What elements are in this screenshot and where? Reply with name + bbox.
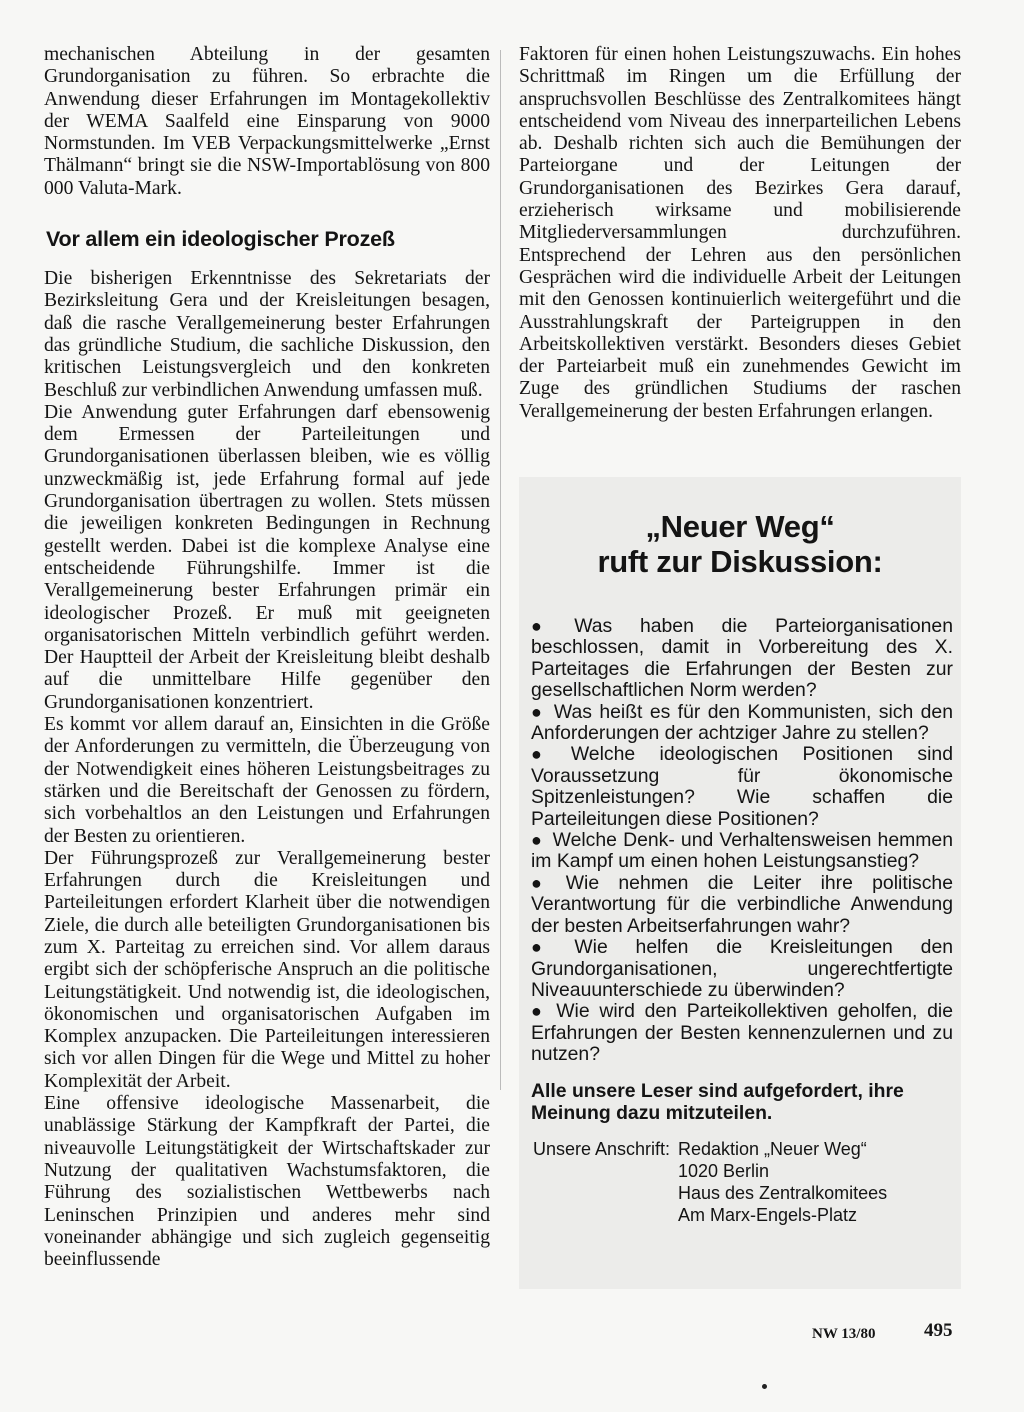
body-paragraph: Eine offensive ideologische Massenarbeit, die unablässige Stärkung der Kampfkraft der Partei, die niveauvolle Leitungstätigkeit der Wirtschaftskader zur Nutzung der qualitativen Wachstumsfaktoren, die Führung des sozialistischen Wettbewerbs nach Leninschen Prinzipien und anderes mehr sind voneinander abhängige und sich zugleich gegenseitig beeinflussende	[44, 1093, 490, 1271]
question-item	[531, 744, 953, 830]
body-paragraph: Der Führungsprozeß zur Verallgemeinerung bester Erfahrungen durch die Kreisleitungen und Parteileitungen erfordert Klarheit über die notwendigen Ziele, die durch alle beteiligten Grundorganisationen bis zum X. Parteitag zu erreichen sind. Vor allem daraus ergibt sich der schöpferische Anspruch an die politische Leitungstätigkeit. Und notwendig ist, die ideologischen, ökonomischen und organisatorischen Aufgaben im Komplex anzupacken. Die Parteileitungen interessieren sich vor allen Dingen für die Wege und Mittel zu hoher Komplexität der Arbeit.	[44, 847, 490, 1092]
bullet-icon: ●	[531, 616, 565, 636]
discussion-heading	[519, 509, 961, 579]
left-column	[44, 44, 490, 1271]
address-label: Unsere Anschrift:	[533, 1138, 671, 1159]
body-paragraph: Die Anwendung guter Erfahrungen darf ebensowenig dem Ermessen der Parteileitungen und Grundorganisationen überlassen bleiben, wie es völlig unzweckmäßig ist, jede Erfahrung formal auf jede Grundorganisation übertragen zu wollen. Stets müssen die jeweiligen konkreten Bedingungen in Rechnung gestellt werden. Dabei ist die komplexe Analyse eine entscheidende Führungshilfe. Immer ist die Verallgemeinerung bester Erfahrungen primär ein ideologischer Prozeß. Er muß mit geeigneten organisatorischen Mitteln verbindlich geführt werden. Der Hauptteil der Arbeit der Kreisleitung bleibt deshalb auf die unmittelbare Hilfe gegenüber den Grundorganisationen konzentriert.	[44, 401, 490, 713]
print-dot	[762, 1384, 767, 1389]
section-heading: Vor allem ein ideologischer Prozeß	[46, 227, 395, 252]
question-text: Wie wird den Parteikollektiven geholfen, die Erfahrungen der Besten kennenzulernen und zu nutzen?	[531, 1000, 953, 1066]
bullet-icon: ●	[531, 830, 543, 851]
question-item	[531, 830, 953, 873]
question-item	[531, 702, 953, 745]
question-text: Wie nehmen die Leiter ihre politische Verantwortung für die verbindliche Anwendung der besten Arbeitserfahrungen wahr?	[531, 871, 953, 937]
intro-paragraph: mechanischen Abteilung in der gesamten Grundorganisation zu führen. So erbrachte die Anwendung dieser Erfahrungen im Montagekollektiv der WEMA Saalfeld eine Einsparung von 9000 Normstunden. Im VEB Verpackungsmittelwerke „Ernst Thälmann“ bringt sie die NSW-Importablösung von 800 000 Valuta-Mark.	[44, 44, 490, 199]
bullet-icon: ●	[531, 1001, 547, 1022]
issue-code: NW 13/80	[812, 1326, 876, 1342]
bullet-icon: ●	[531, 872, 556, 893]
address-line: 1020 Berlin	[678, 1160, 770, 1181]
body-paragraph: Es kommt vor allem darauf an, Einsichten in die Größe der Anforderungen zu vermitteln, die Überzeugung von der Notwendigkeit eines höheren Leistungsbeitrages zu stärken und die Bereitschaft der Genossen zu fördern, sich vorbehaltlos an den Leistungen und Erfahrungen der Besten zu orientieren.	[44, 714, 490, 847]
discussion-heading-line2: ruft zur Diskussion:	[597, 544, 883, 579]
discussion-heading-line1: „Neuer Weg“	[645, 509, 835, 544]
question-text: Welche Denk- und Verhaltensweisen hemmen im Kampf um einen hohen Leistungsanstieg?	[531, 829, 953, 873]
bullet-icon: ●	[531, 937, 565, 958]
reader-callout: Alle unsere Leser sind aufgefordert, ihre Meinung dazu mitzuteilen.	[531, 1079, 904, 1124]
address-block	[533, 1138, 961, 1226]
page-number: 495	[924, 1320, 953, 1341]
question-item	[531, 873, 953, 937]
column-divider	[500, 50, 501, 1090]
question-item	[531, 1001, 953, 1065]
address-line: Haus des Zentralkomitees	[678, 1182, 888, 1203]
question-item	[531, 937, 953, 1001]
question-text: Was heißt es für den Kommunisten, sich den Anforderungen der achtziger Jahre zu stellen?	[531, 700, 953, 745]
question-text: Welche ideologischen Positionen sind Voraussetzung für ökonomische Spitzenleistungen? Wie schaffen die Parteileitungen diese Positionen?	[531, 743, 953, 830]
bullet-icon: ●	[531, 744, 561, 765]
discussion-box	[519, 477, 961, 1289]
address-line: Am Marx-Engels-Platz	[678, 1204, 858, 1225]
question-item	[531, 616, 953, 702]
continuation-paragraph: Faktoren für einen hohen Leistungszuwachs. Ein hohes Schrittmaß im Ringen um die Erfüllung der anspruchsvollen Beschlüsse des Zentralkomitees hängt entscheidend vom Niveau des innerparteilichen Lebens ab. Deshalb richten sich auch die Bemühungen der Parteiorgane und der Leitungen der Grundorganisationen des Bezirkes Gera darauf, erzieherisch wirksame und mobilisierende Mitgliederversammlungen durchzuführen. Entsprechend der Lehren aus den persönlichen Gesprächen wird die individuelle Arbeit der Leitungen mit den Genossen kontinuierlich weitergeführt und die Ausstrahlungskraft der Parteigruppen in den Arbeitskollektiven verstärkt. Besonders dieses Gebiet der Parteiarbeit muß ein zunehmendes Gewicht im Zuge des gründlichen Studiums der raschen Verallgemeinerung der besten Erfahrungen erlangen.	[519, 44, 961, 422]
bullet-icon: ●	[531, 701, 544, 722]
question-text: Was haben die Parteiorganisationen beschlossen, damit in Vorbereitung des X. Parteitages die Erfahrungen der Besten zur gesellschaftlichen Norm werden?	[531, 615, 954, 702]
right-column	[519, 44, 961, 423]
address-line: Redaktion „Neuer Weg“	[678, 1138, 867, 1159]
body-paragraph: Die bisherigen Erkenntnisse des Sekretariats der Bezirksleitung Gera und der Kreisleitungen besagen, daß die rasche Verallgemeinerung bester Erfahrungen das gründliche Studium, die sachliche Diskussion, den kritischen Leistungsvergleich und den konkreten Beschluß zur verbindlichen Anwendung umfassen muß.	[44, 268, 490, 401]
question-list	[519, 616, 953, 1066]
question-text: Wie helfen die Kreisleitungen den Grundorganisationen, ungerechtfertigte Niveauunterschiede zu überwinden?	[531, 936, 954, 1001]
